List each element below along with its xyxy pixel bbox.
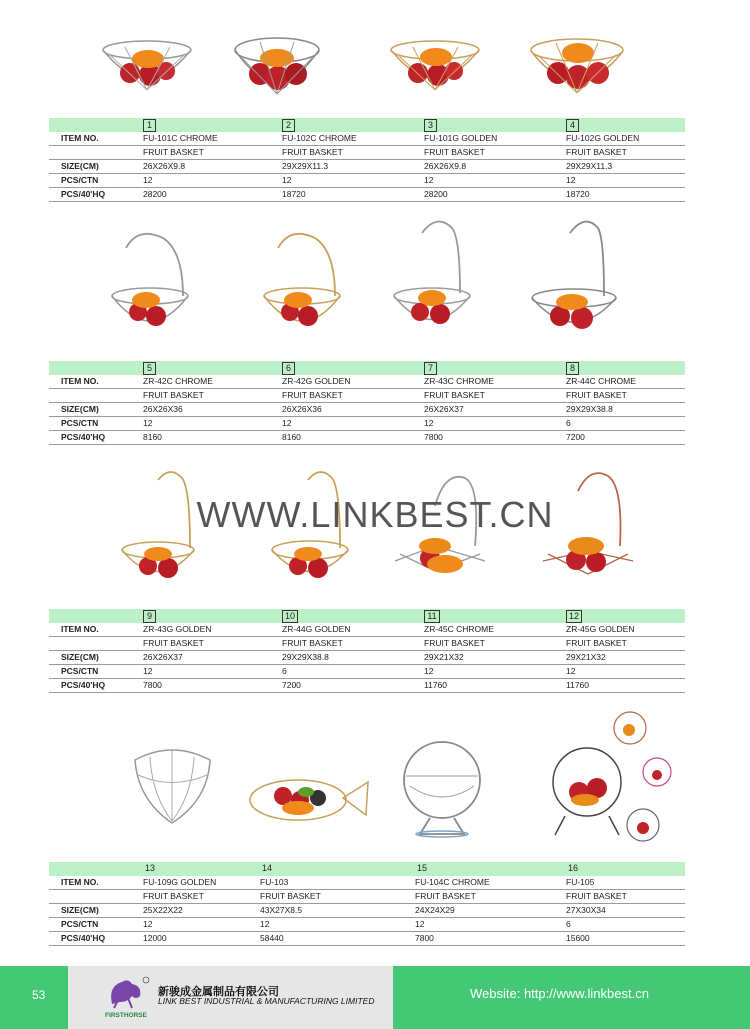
pcs-ctn-label: PCS/CTN [61, 666, 99, 676]
item-no-row [49, 623, 685, 637]
item-description: FRUIT BASKET [143, 638, 204, 648]
item-pcs-ctn: 6 [566, 919, 571, 929]
size-label: SIZE(CM) [61, 161, 99, 171]
photo-row-1 [0, 30, 750, 110]
item-number-box: 14 [261, 863, 272, 873]
pcs-hq-label: PCS/40'HQ [61, 189, 106, 199]
item-size: 26X26X9.8 [143, 161, 186, 171]
description-row [49, 389, 685, 403]
item-no-row [49, 132, 685, 146]
spec-table-1 [49, 118, 685, 202]
item-description: FRUIT BASKET [143, 891, 204, 901]
item-pcs-ctn: 12 [424, 666, 434, 676]
description-row [49, 146, 685, 160]
item-pcs-hq: 18720 [282, 189, 306, 199]
item-number-box: 12 [566, 610, 582, 623]
item-pcs-ctn: 12 [566, 175, 576, 185]
item-pcs-ctn: 6 [566, 418, 571, 428]
item-number-box: 6 [282, 362, 295, 375]
number-row [49, 118, 685, 132]
item-description: FRUIT BASKET [566, 390, 627, 400]
item-pcs-hq: 7800 [415, 933, 434, 943]
product-photo-15 [400, 738, 485, 838]
item-number-box: 4 [566, 119, 579, 132]
item-number-box: 13 [144, 863, 155, 873]
item-description: FRUIT BASKET [424, 147, 485, 157]
pcs-ctn-row [49, 174, 685, 188]
footer-left-band [0, 966, 68, 1029]
item-code: ZR-43C CHROME [424, 376, 494, 386]
item-size: 29X21X32 [566, 652, 606, 662]
size-row [49, 651, 685, 665]
description-row [49, 890, 685, 904]
item-number-box: 10 [282, 610, 298, 623]
size-label: SIZE(CM) [61, 404, 99, 414]
item-code: FU-103 [260, 877, 289, 887]
size-row [49, 403, 685, 417]
number-row [49, 361, 685, 375]
product-photo-4 [528, 33, 626, 99]
product-photo-7 [392, 218, 477, 343]
item-pcs-ctn: 12 [282, 418, 292, 428]
item-size: 29X29X11.3 [566, 161, 613, 171]
number-row [49, 862, 685, 876]
website-link[interactable]: Website: http://www.linkbest.cn [470, 986, 649, 1001]
spec-table-3 [49, 609, 685, 693]
pcs-ctn-row [49, 918, 685, 932]
item-number-box: 7 [424, 362, 437, 375]
item-size: 26X26X37 [424, 404, 464, 414]
item-number-box: 11 [424, 610, 440, 623]
footer-company-band [68, 966, 393, 1029]
item-description: FRUIT BASKET [282, 638, 343, 648]
item-code: FU-109G GOLDEN [143, 877, 217, 887]
product-photo-14 [248, 770, 373, 825]
item-code: ZR-44G GOLDEN [282, 624, 351, 634]
item-pcs-ctn: 12 [424, 418, 434, 428]
item-number-box: 3 [424, 119, 437, 132]
item-description: FRUIT BASKET [566, 891, 627, 901]
pcs-hq-label: PCS/40'HQ [61, 933, 106, 943]
item-pcs-hq: 11760 [424, 680, 448, 690]
item-pcs-hq: 7200 [566, 432, 585, 442]
item-pcs-ctn: 12 [260, 919, 270, 929]
item-size: 29X21X32 [424, 652, 464, 662]
item-size: 26X26X36 [282, 404, 322, 414]
pcs-ctn-row [49, 665, 685, 679]
item-pcs-ctn: 12 [143, 175, 153, 185]
pcs-ctn-label: PCS/CTN [61, 919, 99, 929]
item-description: FRUIT BASKET [566, 638, 627, 648]
item-size: 25X22X22 [143, 905, 183, 915]
item-size: 24X24X29 [415, 905, 455, 915]
item-size: 29X29X11.3 [282, 161, 329, 171]
item-number-box: 5 [143, 362, 156, 375]
item-pcs-ctn: 12 [424, 175, 434, 185]
item-code: FU-104C CHROME [415, 877, 490, 887]
item-code: ZR-43G GOLDEN [143, 624, 212, 634]
product-photo-5 [108, 226, 193, 341]
pcs-ctn-label: PCS/CTN [61, 418, 99, 428]
item-pcs-hq: 12000 [143, 933, 167, 943]
item-pcs-hq: 7800 [143, 680, 162, 690]
item-pcs-hq: 11760 [566, 680, 590, 690]
size-label: SIZE(CM) [61, 905, 99, 915]
item-description: FRUIT BASKET [424, 390, 485, 400]
product-photo-16 [545, 700, 695, 850]
item-size: 29X29X38.8 [566, 404, 613, 414]
product-photo-3 [388, 35, 483, 95]
item-pcs-ctn: 12 [143, 418, 153, 428]
item-pcs-hq: 18720 [566, 189, 590, 199]
description-row [49, 637, 685, 651]
company-name-english: LINK BEST INDUSTRIAL & MANUFACTURING LIMITED [158, 996, 375, 1006]
spec-table-4 [49, 862, 685, 946]
product-photo-2 [232, 32, 322, 102]
product-photo-1 [100, 35, 195, 95]
item-code: ZR-44C CHROME [566, 376, 636, 386]
number-row [49, 609, 685, 623]
firsthorse-logo-icon [98, 974, 154, 1020]
pcs-hq-row [49, 679, 685, 693]
item-pcs-hq: 15600 [566, 933, 590, 943]
pcs-hq-row [49, 188, 685, 202]
footer-right-band [393, 966, 750, 1029]
item-size: 43X27X8.5 [260, 905, 303, 915]
size-row [49, 904, 685, 918]
item-description: FRUIT BASKET [282, 390, 343, 400]
item-pcs-hq: 58440 [260, 933, 284, 943]
item-pcs-ctn: 6 [282, 666, 287, 676]
item-description: FRUIT BASKET [143, 390, 204, 400]
item-pcs-hq: 7200 [282, 680, 301, 690]
item-code: FU-101C CHROME [143, 133, 218, 143]
pcs-hq-label: PCS/40'HQ [61, 680, 106, 690]
item-code: FU-102G GOLDEN [566, 133, 640, 143]
item-size: 26X26X37 [143, 652, 183, 662]
pcs-ctn-row [49, 417, 685, 431]
page-footer [0, 966, 750, 1029]
product-photo-6 [260, 226, 345, 341]
spec-table-2 [49, 361, 685, 445]
item-code: ZR-45C CHROME [424, 624, 494, 634]
item-no-label: ITEM NO. [61, 133, 99, 143]
item-no-row [49, 375, 685, 389]
company-name-chinese: 新骏成金属制品有限公司 [158, 986, 279, 998]
item-size: 26X26X9.8 [424, 161, 467, 171]
item-number-box: 9 [143, 610, 156, 623]
item-code: FU-101G GOLDEN [424, 133, 498, 143]
item-size: 26X26X36 [143, 404, 183, 414]
item-no-label: ITEM NO. [61, 624, 99, 634]
pcs-hq-row [49, 431, 685, 445]
watermark-text: WWW.LINKBEST.CN [196, 494, 554, 535]
svg-text:FIRSTHORSE: FIRSTHORSE [105, 1012, 147, 1019]
item-pcs-ctn: 12 [282, 175, 292, 185]
item-number-box: 16 [567, 863, 578, 873]
photo-row-4 [0, 700, 750, 855]
item-description: FRUIT BASKET [566, 147, 627, 157]
pcs-hq-row [49, 932, 685, 946]
item-description: FRUIT BASKET [260, 891, 321, 901]
item-code: ZR-45G GOLDEN [566, 624, 635, 634]
item-number-box: 2 [282, 119, 295, 132]
item-size: 29X29X38.8 [282, 652, 329, 662]
item-description: FRUIT BASKET [415, 891, 476, 901]
item-no-label: ITEM NO. [61, 877, 99, 887]
product-photo-8 [530, 218, 620, 343]
item-no-label: ITEM NO. [61, 376, 99, 386]
size-row [49, 160, 685, 174]
item-code: ZR-42G GOLDEN [282, 376, 351, 386]
item-number-box: 1 [143, 119, 156, 132]
size-label: SIZE(CM) [61, 652, 99, 662]
pcs-ctn-label: PCS/CTN [61, 175, 99, 185]
pcs-hq-label: PCS/40'HQ [61, 432, 106, 442]
item-code: ZR-42C CHROME [143, 376, 213, 386]
item-code: FU-102C CHROME [282, 133, 357, 143]
page-number: 53 [32, 988, 46, 1002]
item-number-box: 15 [416, 863, 427, 873]
item-description: FRUIT BASKET [424, 638, 485, 648]
photo-row-2 [0, 218, 750, 343]
item-pcs-ctn: 12 [415, 919, 425, 929]
item-description: FRUIT BASKET [282, 147, 343, 157]
item-no-row [49, 876, 685, 890]
item-pcs-hq: 28200 [143, 189, 167, 199]
item-pcs-hq: 28200 [424, 189, 448, 199]
item-pcs-ctn: 12 [566, 666, 576, 676]
item-number-box: 8 [566, 362, 579, 375]
item-pcs-ctn: 12 [143, 919, 153, 929]
product-photo-13 [130, 745, 215, 825]
item-description: FRUIT BASKET [143, 147, 204, 157]
item-pcs-hq: 7800 [424, 432, 443, 442]
item-code: FU-105 [566, 877, 595, 887]
item-pcs-ctn: 12 [143, 666, 153, 676]
item-pcs-hq: 8160 [143, 432, 162, 442]
item-size: 27X30X34 [566, 905, 606, 915]
item-pcs-hq: 8160 [282, 432, 301, 442]
